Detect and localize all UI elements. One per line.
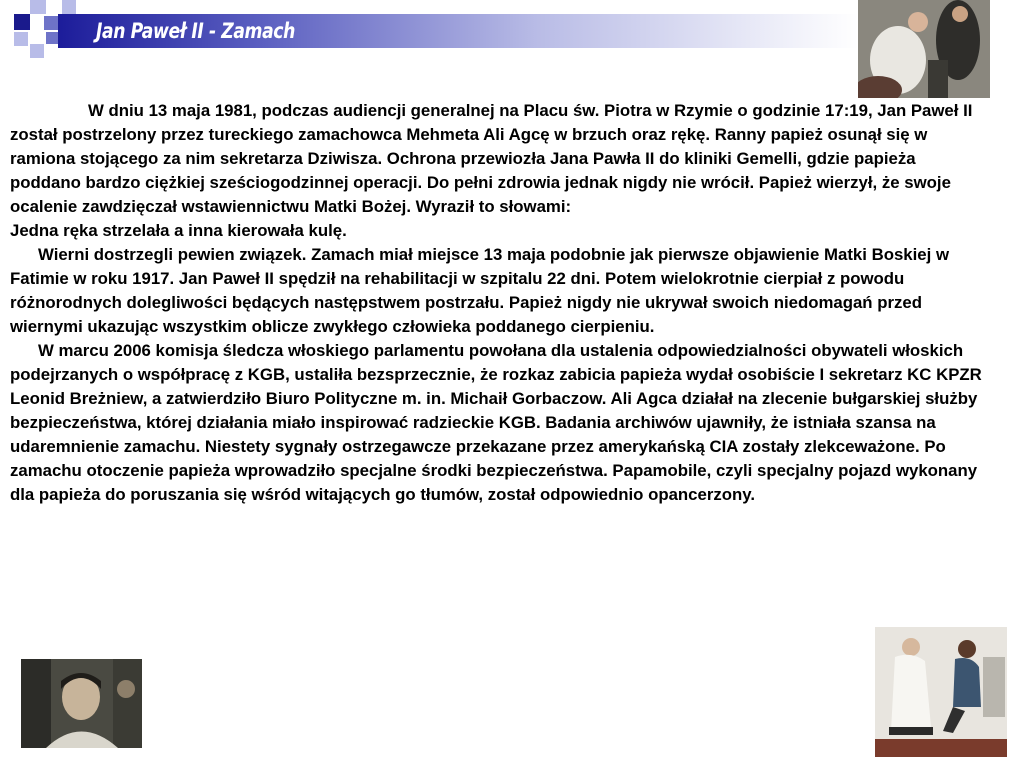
slide-body — [10, 99, 985, 507]
decor-square-1 — [14, 14, 30, 30]
paragraph-fatima: Wierni dostrzegli pewien związek. Zamach miał miejsce 13 maja podobnie jak pierwsze objawienie Matki Boskiej w Fatimie w roku 1917. Jan Paweł II spędził na rehabilitacji w szpitalu 22 dni. Potem wielokrotnie cierpiał z powodu różnorodnych dolegliwości będących następstwem postrzału. Papież nigdy nie ukrywał swoich niedomagań przed wiernymi ukazując wszystkim oblicze zwykłego człowieka poddanego cierpieniu. — [10, 245, 949, 336]
decor-square-7 — [46, 32, 58, 44]
decor-square-3 — [62, 0, 76, 14]
paragraph-assassination: W dniu 13 maja 1981, podczas audiencji generalnej na Placu św. Piotra w Rzymie o godzinie 17:19, Jan Paweł II został postrzelony przez tureckiego zamachowca Mehmeta Ali Agcę w brzuch oraz rękę. Ranny papież osunął się w ramiona stojącego za nim sekretarza Dziwisza. Ochrona przewiozła Jana Pawła II do kliniki Gemelli, gdzie papieża poddano bardzo ciężkiej sześciogodzinnej operacji. Do pełni zdrowia jednak nigdy nie wrócił. Papież wierzył, że swoje ocalenie zawdzięczał wstawiennictwu Matki Bożej. Wyraził to słowami: — [10, 101, 973, 216]
decor-square-5 — [14, 32, 28, 46]
assassin-photo — [21, 659, 142, 748]
slide-title: Jan Paweł II - Zamach — [96, 19, 295, 43]
decor-square-2 — [30, 0, 46, 14]
paragraph-investigation: W marcu 2006 komisja śledcza włoskiego parlamentu powołana dla ustalenia odpowiedzialności obywateli włoskich podejrzanych o współpracę z KGB, ustaliła bezsprzecznie, że rozkaz zabicia papieża wydał osobiście I sekretarz KC KPZR Leonid Breżniew, a zatwierdziło Biuro Polityczne m. in. Michaił Gorbaczow. Ali Agca działał na zlecenie bułgarskiej służby bezpieczeństwa, której działania miało inspirować radzieckie KGB. Badania archiwów ujawniły, że istniała szansa na udaremnienie zamachu. Niestety sygnały ostrzegawcze przekazane przez amerykańską CIA zostały zlekceważone. Po zamachu otoczenie papieża wprowadziło specjalne środki bezpieczeństwa. Papamobile, czyli specjalny pojazd wykonany dla papieża do poruszania się wśród witających go tłumów, został odpowiednio opancerzony. — [10, 341, 982, 504]
pope-meeting-photo — [875, 627, 1007, 757]
decor-square-6 — [30, 44, 44, 58]
decor-square-4 — [44, 16, 58, 30]
quote-line: Jedna ręka strzelała a inna kierowała kulę. — [10, 221, 347, 240]
audience-photo — [858, 0, 990, 98]
